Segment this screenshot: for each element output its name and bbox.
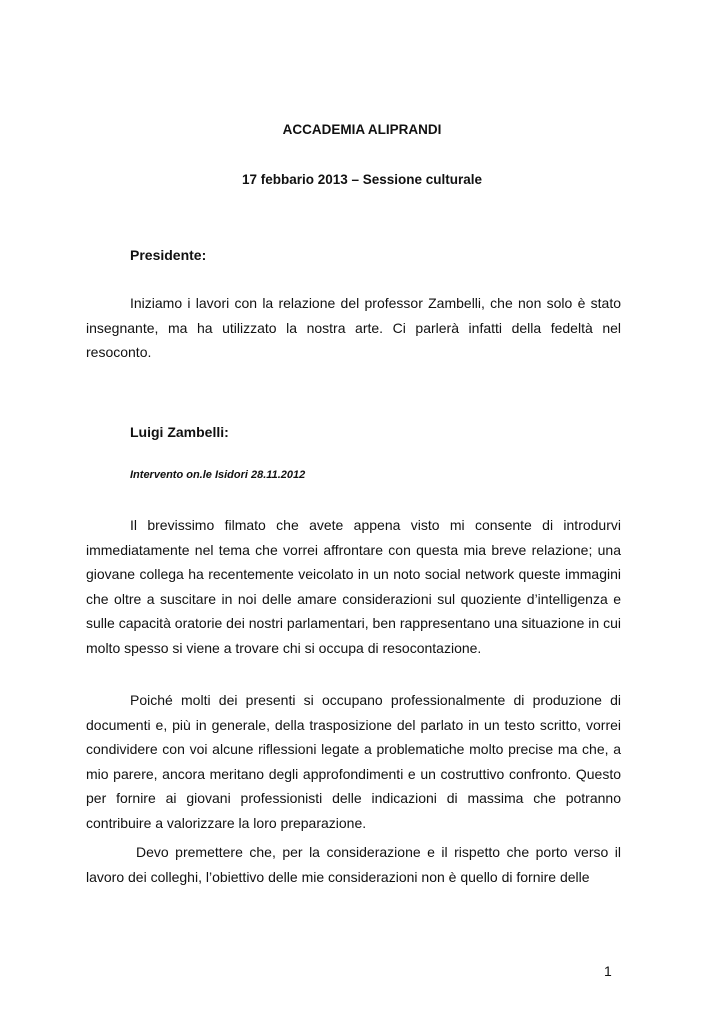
president-paragraph: Iniziamo i lavori con la relazione del professor Zambelli, che non solo è stato insegnante, ma ha utilizzato la nostra arte. Ci parlerà infatti della fedeltà nel resoconto. bbox=[86, 295, 621, 360]
body-paragraph: Devo premettere che, per la considerazione e il rispetto che porto verso il lavoro dei colleghi, l’obiettivo delle mie considerazioni non è quello di fornire delle bbox=[86, 844, 621, 885]
page-number: 1 bbox=[604, 963, 612, 979]
speaker-label: Luigi Zambelli: bbox=[130, 424, 229, 440]
president-label: Presidente: bbox=[130, 247, 207, 263]
speaker-note: Intervento on.le Isidori 28.11.2012 bbox=[130, 469, 306, 481]
document-heading: ACCADEMIA ALIPRANDI bbox=[282, 122, 442, 137]
body-paragraph: Poiché molti dei presenti si occupano professionalmente di produzione di documenti e, più in generale, della trasposizione del parlato in un testo scritto, vorrei condividere con voi alcune riflessioni legate a problematiche molto precise ma che, a mio parere, ancora meritano degli approfondimenti e un costruttivo confronto. Questo per fornire ai giovani professionisti delle indicazioni di massima che potranno contribuire a valorizzare la loro preparazione. bbox=[86, 692, 621, 831]
session-subtitle: 17 febbario 2013 – Sessione culturale bbox=[241, 172, 483, 187]
body-paragraph: Il brevissimo filmato che avete appena visto mi consente di introdurvi immediatamente nel tema che vorrei affrontare con questa mia breve relazione; una giovane collega ha recentemente veicolato in un noto social network queste immagini che oltre a suscitare in noi delle amare considerazioni sul quoziente d’intelligenza e sulle capacità oratorie dei nostri parlamentari, ben rappresentano una situazione in cui molto spesso si viene a trovare chi si occupa di resocontazione. bbox=[86, 517, 621, 656]
